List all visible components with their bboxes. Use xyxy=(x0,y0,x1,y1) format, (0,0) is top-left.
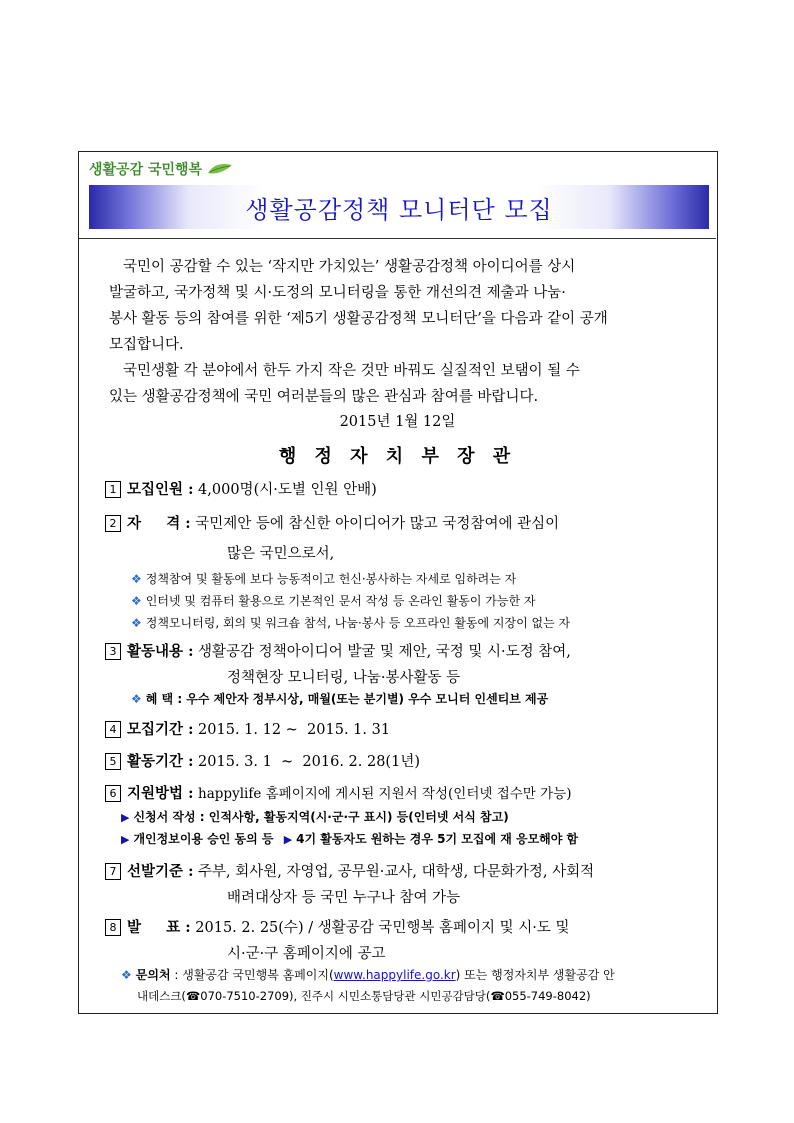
item-selection-criteria xyxy=(105,860,594,881)
intro-paragraph-1 xyxy=(109,254,707,410)
contact-text: ) 또는 행정자치부 생활공감 안 xyxy=(455,968,615,982)
application-bullet xyxy=(121,830,578,847)
item-text: 4,000명(시·도별 인원 안배) xyxy=(198,482,377,498)
bullet-text: 정책모니터링, 회의 및 워크숍 참석, 나눔·봉사 등 오프라인 활동에 지장이 없는 자 xyxy=(145,616,571,630)
logo-text: 생활공감 국민행복 xyxy=(89,162,203,178)
page-title: 생활공감정책 모니터단 모집 xyxy=(245,195,553,224)
item-number: 2 xyxy=(105,515,121,532)
intro-line: 모집합니다. xyxy=(109,337,184,353)
minister-signature: 행 정 자 치 부 장 관 xyxy=(278,446,517,467)
intro-line: 국민이 공감할 수 있는 ‘작지만 가치있는’ 생활공감정책 아이디어를 상시 xyxy=(123,259,576,275)
item-label: 모집기간 : xyxy=(127,721,194,738)
contact-info-continued: 내데스크(☎070-7510-2709), 진주시 시민소통담당관 시민공감담당(☎055-749-8042) xyxy=(137,989,591,1003)
contact-label: 문의처 xyxy=(135,968,171,982)
diamond-bullet-icon: ❖ xyxy=(131,692,142,706)
bullet-text: 인터넷 및 컴퓨터 활용으로 기본적인 문서 작성 등 온라인 활동이 가능한 자 xyxy=(145,594,536,608)
item-number: 1 xyxy=(105,481,121,498)
application-bullet xyxy=(121,808,509,825)
triangle-bullet-icon: ▶ xyxy=(283,833,293,846)
item-text: 2015. 2. 25(수) / 생활공감 국민행복 홈페이지 및 시·도 및 xyxy=(195,920,570,936)
item-label: 모집인원 : xyxy=(127,481,194,498)
benefit-bullet xyxy=(131,690,548,707)
triangle-bullet-icon: ▶ xyxy=(121,833,130,846)
intro-line: 있는 생활공감정책에 국민 여러분들의 많은 관심과 참여를 바랍니다. xyxy=(109,389,539,405)
intro-line: 봉사 활동 등의 참여를 위한 ‘제5기 생활공감정책 모니터단’을 다음과 같이 공개 xyxy=(109,311,608,327)
item-label: 발 표 : xyxy=(127,919,191,936)
item-text: 국민제안 등에 참신한 아이디어가 많고 국정참여에 관심이 xyxy=(195,516,560,532)
qualification-bullet xyxy=(131,570,516,587)
bullet-label: 혜 택 xyxy=(145,692,174,706)
diamond-bullet-icon: ❖ xyxy=(131,616,142,630)
notice-date: 2015년 1월 12일 xyxy=(339,414,456,430)
item-number: 3 xyxy=(105,643,121,660)
item-activity-period xyxy=(105,750,420,771)
triangle-bullet-icon: ▶ xyxy=(121,811,130,824)
item-text-continued: 배려대상자 등 국민 누구나 참여 가능 xyxy=(227,890,461,906)
item-label: 자 격 : xyxy=(127,515,191,532)
item-number: 7 xyxy=(105,863,121,880)
item-text-continued: 시·군·구 홈페이지에 공고 xyxy=(227,946,386,962)
item-label: 활동기간 : xyxy=(127,753,194,770)
item-number: 5 xyxy=(105,753,121,770)
bullet-text: 신청서 작성 : 인적사항, 활동지역(시·군·구 표시) 등(인터넷 서식 참고) xyxy=(133,810,509,824)
header-divider xyxy=(79,238,716,239)
contact-info xyxy=(121,966,615,983)
contact-text: : 생활공감 국민행복 홈페이지( xyxy=(174,968,334,982)
item-announcement xyxy=(105,916,569,937)
homepage-link[interactable]: www.happylife.go.kr xyxy=(333,968,456,982)
bullet-text: 4기 활동자도 원하는 경우 5기 모집에 재 응모해야 함 xyxy=(296,832,579,846)
qualification-bullet xyxy=(131,614,570,631)
item-number: 8 xyxy=(105,919,121,936)
item-text: happylife 홈페이지에 게시된 지원서 작성(인터넷 접수만 가능) xyxy=(198,786,572,802)
diamond-bullet-icon: ❖ xyxy=(121,968,132,982)
item-recruit-count xyxy=(105,478,377,499)
logo xyxy=(89,158,234,180)
intro-line: 발굴하고, 국가정책 및 시·도정의 모니터링을 통한 개선의견 제출과 나눔· xyxy=(109,285,566,301)
item-label: 지원방법 : xyxy=(127,785,194,802)
item-number: 6 xyxy=(105,785,121,802)
item-text-continued: 정책현장 모니터링, 나눔·봉사활동 등 xyxy=(227,670,461,686)
item-text: 주부, 회사원, 자영업, 공무원·교사, 대학생, 다문화가정, 사회적 xyxy=(198,864,595,880)
diamond-bullet-icon: ❖ xyxy=(131,572,142,586)
item-text: 생활공감 정책아이디어 발굴 및 제안, 국정 및 시·도정 참여, xyxy=(198,644,571,660)
bullet-text: 정책참여 및 활동에 보다 능동적이고 헌신·봉사하는 자세로 임하려는 자 xyxy=(145,572,517,586)
bullet-text: : 우수 제안자 정부시상, 매월(또는 분기별) 우수 모니터 인센티브 제공 xyxy=(177,692,549,706)
item-text: 2015. 3. 1 ~ 2016. 2. 28(1년) xyxy=(198,754,420,770)
item-text: 2015. 1. 12 ~ 2015. 1. 31 xyxy=(198,722,391,738)
item-number: 4 xyxy=(105,721,121,738)
notice-frame xyxy=(78,151,718,1014)
item-label: 선발기준 : xyxy=(127,863,194,880)
diamond-bullet-icon: ❖ xyxy=(131,594,142,608)
item-qualification xyxy=(105,512,559,533)
intro-line: 국민생활 각 분야에서 한두 가지 작은 것만 바꿔도 실질적인 보탬이 될 수 xyxy=(123,363,580,379)
bullet-text: 개인정보이용 승인 동의 등 xyxy=(133,832,274,846)
title-banner xyxy=(89,185,709,229)
leaf-logo-icon xyxy=(206,161,234,177)
item-application-method xyxy=(105,782,571,803)
item-text-continued: 많은 국민으로서, xyxy=(227,546,335,562)
qualification-bullet xyxy=(131,592,536,609)
item-activities xyxy=(105,640,571,661)
item-recruit-period xyxy=(105,718,390,739)
item-label: 활동내용 : xyxy=(127,643,194,660)
